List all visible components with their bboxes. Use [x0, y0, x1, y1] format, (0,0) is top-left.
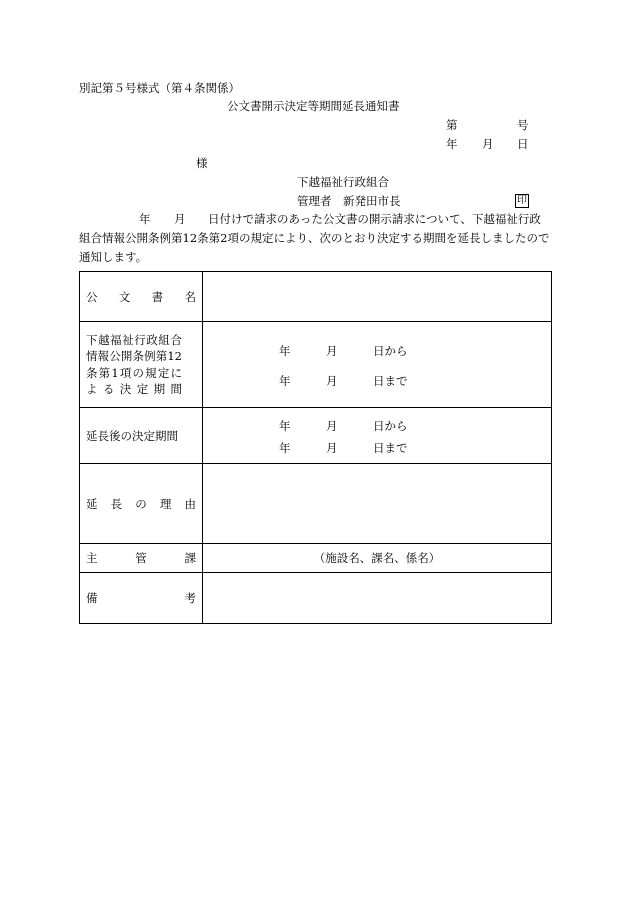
- label-char: 公: [86, 289, 98, 304]
- date-year: 年: [279, 343, 291, 358]
- extended-period-from: [203, 418, 551, 432]
- date-year: 年: [279, 440, 291, 455]
- table-row-original-period: [80, 322, 552, 408]
- label-original-period: [80, 322, 203, 408]
- extension-reason-field[interactable]: [203, 464, 552, 544]
- body-month: 月: [174, 212, 186, 226]
- number-prefix: 第: [446, 118, 458, 132]
- issue-date-day: 日: [517, 137, 529, 151]
- seal-mark: [515, 194, 529, 208]
- label-extended-period: 延長後の決定期間: [80, 408, 203, 464]
- label-line: 下越福祉行政組合: [86, 332, 182, 347]
- date-day: 日から: [373, 343, 408, 358]
- date-month: 月: [326, 418, 338, 433]
- remarks-field[interactable]: [203, 573, 552, 624]
- label-char: 名: [184, 289, 196, 304]
- label-line: 情報公開条例第12: [86, 349, 182, 364]
- date-day: 日から: [373, 418, 408, 433]
- original-period-from: [203, 343, 551, 357]
- issuer-manager: 管理者 新発田市長: [297, 194, 401, 208]
- department-placeholder: （施設名、課名、係名）: [313, 551, 441, 565]
- label-line: 条第1項の規定に: [86, 365, 182, 380]
- document-name-field[interactable]: [203, 272, 552, 322]
- label-remarks: [80, 573, 203, 624]
- issue-date-year: 年: [446, 137, 458, 151]
- date-month: 月: [326, 343, 338, 358]
- label-char: 由: [184, 496, 196, 511]
- label-char: 理: [159, 496, 172, 511]
- label-char: 文: [118, 289, 131, 304]
- date-day: 日まで: [373, 440, 408, 455]
- date-day: 日まで: [373, 373, 408, 388]
- table-row-department: [80, 544, 552, 573]
- body-line-3: 通知します。: [79, 250, 148, 264]
- label-line: よる決定期間: [86, 381, 182, 396]
- table-row-remarks: [80, 573, 552, 624]
- date-month: 月: [326, 373, 338, 388]
- body-year: 年: [139, 212, 151, 226]
- label-char: 長: [110, 496, 123, 511]
- form-label: 別記第５号様式（第４条関係）: [79, 81, 240, 95]
- notice-table: [79, 271, 552, 624]
- issue-date-month: 月: [482, 137, 494, 151]
- number-suffix: 号: [517, 118, 529, 132]
- label-char: の: [135, 496, 147, 511]
- label-document-name: [80, 272, 203, 322]
- table-row-extended-period: [80, 408, 552, 464]
- label-char: 主: [86, 551, 98, 565]
- department-field[interactable]: [203, 544, 552, 573]
- seal-label: 印: [517, 195, 527, 206]
- extended-period-field[interactable]: [203, 408, 552, 464]
- table-row-document: [80, 272, 552, 322]
- date-month: 月: [326, 440, 338, 455]
- date-year: 年: [279, 373, 291, 388]
- document-title: 公文書開示決定等期間延長通知書: [227, 99, 400, 113]
- body-line-2: 組合情報公開条例第12条第2項の規定により、次のとおり決定する期間を延長しましたので: [79, 231, 550, 245]
- label-char: 延: [86, 496, 98, 511]
- date-year: 年: [279, 418, 291, 433]
- label-char: 考: [184, 591, 196, 605]
- label-department: [80, 544, 203, 573]
- addressee-suffix: 様: [196, 156, 208, 170]
- original-period-field[interactable]: [203, 322, 552, 408]
- issuer-organization: 下越福祉行政組合: [297, 175, 389, 189]
- label-char: 管: [135, 551, 147, 565]
- original-period-to: [203, 373, 551, 387]
- label-extension-reason: [80, 464, 203, 544]
- table-row-reason: [80, 464, 552, 544]
- label-char: 備: [86, 591, 98, 605]
- body-line-1: 日付けで請求のあった公文書の開示請求について、下越福祉行政: [208, 212, 541, 226]
- label-char: 課: [184, 551, 196, 565]
- label-char: 書: [151, 289, 164, 304]
- extended-period-to: [203, 440, 551, 454]
